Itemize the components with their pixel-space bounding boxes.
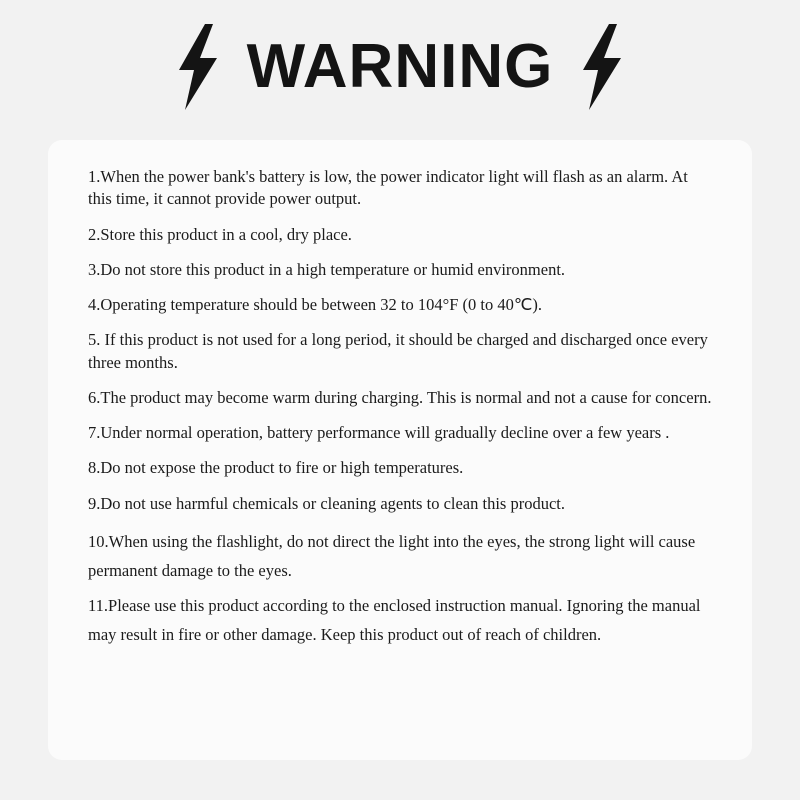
list-item: 8.Do not expose the product to fire or high temperatures.: [88, 458, 464, 478]
list-item: 5. If this product is not used for a long period, it should be charged and discharged once every three months.: [88, 330, 708, 372]
lightning-bolt-icon: [579, 24, 625, 110]
list-item: 3.Do not store this product in a high temperature or humid environment.: [88, 259, 566, 279]
warning-card: [48, 140, 752, 760]
list-item: 10.When using the flashlight, do not direct the light into the eyes, the strong light will cause permanent damage to the eyes.: [88, 531, 696, 580]
list-item: 9.Do not use harmful chemicals or cleaning agents to clean this product.: [88, 493, 565, 513]
page-title: WARNING: [246, 32, 554, 101]
warning-list: [88, 166, 712, 649]
list-item: 7.Under normal operation, battery performance will gradually decline over a few years .: [88, 423, 670, 443]
lightning-bolt-icon: [175, 24, 221, 110]
list-item: 6.The product may become warm during charging. This is normal and not a cause for concern.: [88, 387, 712, 407]
list-item: 1.When the power bank's battery is low, the power indicator light will flash as an alarm. At this time, it cannot provide power output.: [88, 167, 688, 209]
list-item: 11.Please use this product according to the enclosed instruction manual. Ignoring the manual may result in fire or other damage. Keep this product out of reach of children.: [88, 595, 701, 644]
list-item: 2.Store this product in a cool, dry place.: [88, 224, 352, 244]
list-item: 4.Operating temperature should be between 32 to 104°F (0 to 40℃).: [88, 295, 543, 315]
warning-header: [0, 0, 800, 120]
